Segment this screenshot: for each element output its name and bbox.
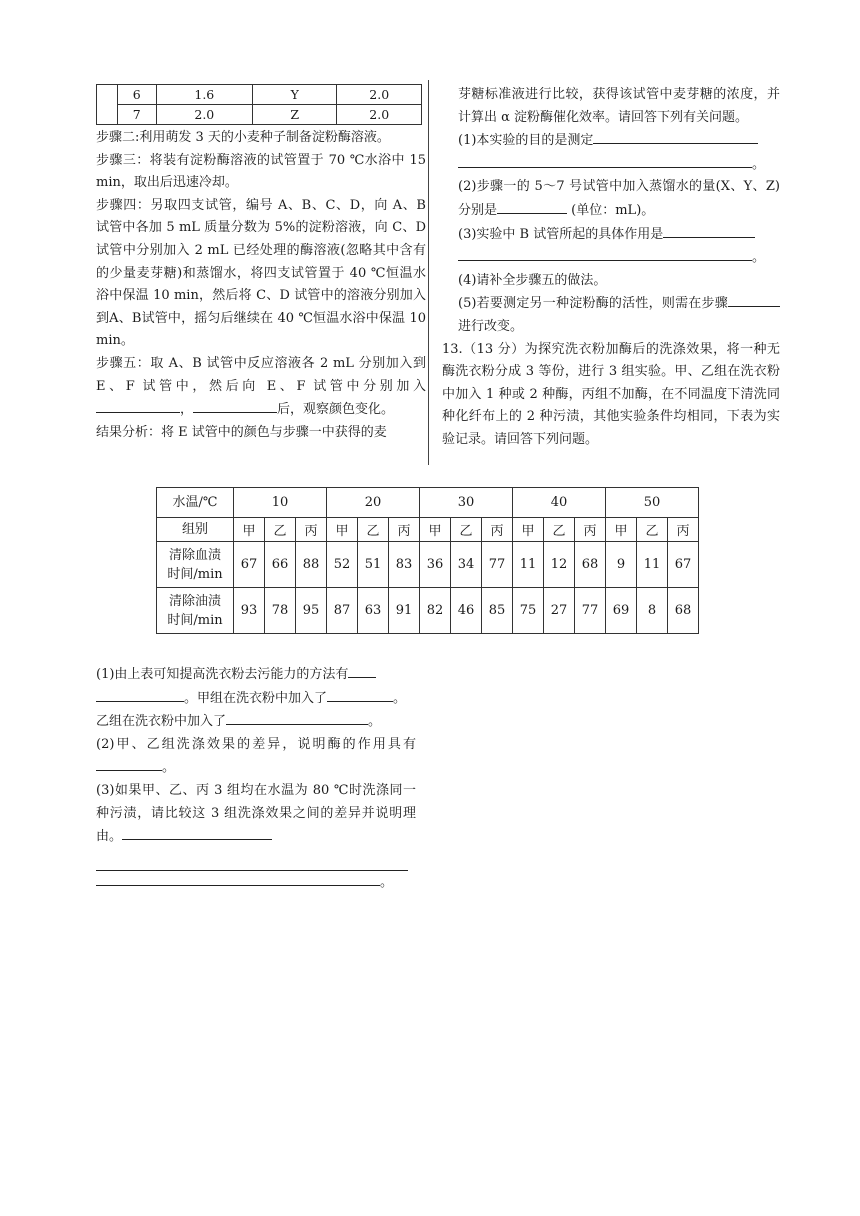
value-cell: 36 — [420, 542, 451, 588]
blood-header — [157, 542, 234, 588]
answer-blank[interactable] — [96, 756, 162, 771]
question-3-end: 。 — [752, 250, 766, 266]
question-1-line — [458, 153, 780, 177]
value-cell: 83 — [389, 542, 420, 588]
value-cell: 63 — [358, 588, 389, 634]
table-row — [97, 105, 422, 125]
group-cell: 丙 — [296, 518, 327, 542]
bq2 — [96, 734, 416, 780]
value-cell: 46 — [451, 588, 482, 634]
bottom-questions — [96, 663, 416, 894]
value-cell: 95 — [296, 588, 327, 634]
answer-blank[interactable] — [96, 687, 184, 702]
group-cell: 丙 — [482, 518, 513, 542]
answer-blank[interactable] — [96, 398, 180, 413]
group-cell: 甲 — [606, 518, 637, 542]
step-four: 步骤四：另取四支试管，编号 A、B、C、D，向 A、B 试管中各加 5 mL 质量分数为 5%的淀粉溶液，向 C、D 试管中分别加入 2 mL 已经处理的酶溶液(忽略其中含有的少量麦芽糖)和蒸馏水，将四支试管置于 40 ℃恒温水浴中保温 10 min，然后将 C、D 试管中的溶液分别加入到A、B试管中，摇匀后继续在 40 ℃恒温水浴中保温 10 min。 — [96, 197, 426, 349]
answer-blank[interactable] — [663, 223, 755, 238]
left-column — [96, 84, 426, 444]
answer-blank[interactable] — [348, 663, 376, 678]
bq1-text-c: 。 — [393, 690, 407, 706]
bq1-text-e: 。 — [368, 714, 382, 730]
group-cell: 甲 — [327, 518, 358, 542]
value-cell: 91 — [389, 588, 420, 634]
question-1-text: (1)本实验的目的是测定 — [458, 133, 594, 149]
question-5-text-end: 进行改变。 — [458, 318, 524, 334]
bq1-text: (1)由上表可知提高洗衣粉去污能力的方法有 — [96, 667, 349, 682]
step-five-text: 步骤五：取 A、B 试管中反应溶液各 2 mL 分别加入到 E、F 试管中，然后向 E、F 试管中分别加入 — [96, 355, 426, 394]
value-cell: 68 — [575, 542, 606, 588]
tube-table — [96, 84, 422, 125]
table-cell: 2.0 — [337, 85, 422, 105]
value-cell: 8 — [637, 588, 668, 634]
question-3-text: (3)实验中 B 试管所起的具体作用是 — [458, 226, 664, 242]
table-cell: Z — [253, 105, 337, 125]
value-cell: 85 — [482, 588, 513, 634]
question-2 — [458, 176, 780, 222]
answer-line[interactable] — [96, 849, 408, 871]
blood-header-line: 时间/min — [167, 566, 223, 582]
answer-blank[interactable] — [327, 687, 393, 702]
value-cell: 51 — [358, 542, 389, 588]
value-cell: 88 — [296, 542, 327, 588]
table-cell — [97, 85, 118, 105]
question-3 — [458, 223, 780, 247]
question-1 — [458, 129, 780, 153]
value-cell: 77 — [575, 588, 606, 634]
group-cell: 丙 — [389, 518, 420, 542]
bq1-line2 — [96, 687, 416, 711]
bq3-text: (3)如果甲、乙、丙 3 组均在水温为 80 ℃时洗涤同一种污渍，请比较这 3 组洗涤效果之间的差异并说明理由。 — [96, 782, 416, 845]
temp-cell: 20 — [327, 488, 420, 518]
value-cell: 11 — [637, 542, 668, 588]
value-cell: 75 — [513, 588, 544, 634]
temp-cell: 30 — [420, 488, 513, 518]
group-cell: 乙 — [265, 518, 296, 542]
answer-blank[interactable] — [226, 710, 368, 725]
bq1 — [96, 663, 416, 687]
group-cell: 甲 — [420, 518, 451, 542]
table-cell: Y — [253, 85, 337, 105]
result-analysis: 结果分析：将 E 试管中的颜色与步骤一中获得的麦 — [96, 424, 387, 440]
bq3 — [96, 780, 416, 849]
group-cell: 乙 — [544, 518, 575, 542]
column-divider — [428, 80, 429, 465]
answer-blank[interactable] — [728, 292, 780, 307]
value-cell: 11 — [513, 542, 544, 588]
value-cell: 9 — [606, 542, 637, 588]
answer-blank[interactable] — [193, 398, 277, 413]
table-cell: 2.0 — [337, 105, 422, 125]
temp-cell: 50 — [606, 488, 699, 518]
table-row — [157, 542, 699, 588]
temp-cell: 40 — [513, 488, 606, 518]
bq1-text-d: 乙组在洗衣粉中加入了 — [96, 714, 227, 730]
question-1-end: 。 — [752, 156, 766, 172]
bq1-text-b: 。甲组在洗衣粉中加入了 — [184, 690, 328, 706]
value-cell: 52 — [327, 542, 358, 588]
question-5-text: (5)若要测定另一种淀粉酶的活性，则需在步骤 — [458, 296, 728, 312]
group-header: 组别 — [157, 518, 234, 542]
step-two: 步骤二:利用萌发 3 天的小麦种子制备淀粉酶溶液。 — [96, 130, 390, 145]
blood-header-line: 清除血渍 — [168, 547, 221, 563]
table-row — [97, 85, 422, 105]
value-cell: 77 — [482, 542, 513, 588]
step-five — [96, 353, 426, 422]
question-5 — [458, 292, 780, 338]
bq2-text: (2)甲、乙组洗涤效果的差异，说明酶的作用具有 — [96, 736, 416, 752]
table-row — [157, 518, 699, 542]
answer-blank[interactable] — [122, 825, 272, 840]
value-cell: 67 — [668, 542, 699, 588]
continuation-text: 芽糖标准液进行比较，获得该试管中麦芽糖的浓度，并计算出 α 淀粉酶催化效率。请回答下列有关问题。 — [458, 87, 780, 125]
step-five-text-end: 后，观察颜色变化。 — [277, 402, 395, 418]
answer-blank[interactable] — [593, 129, 758, 144]
value-cell: 87 — [327, 588, 358, 634]
bq3-last — [96, 871, 416, 895]
answer-blank[interactable] — [497, 199, 567, 214]
value-cell: 12 — [544, 542, 575, 588]
group-cell: 乙 — [451, 518, 482, 542]
table-cell: 2.0 — [156, 105, 252, 125]
group-cell: 乙 — [637, 518, 668, 542]
temp-header: 水温/℃ — [157, 488, 234, 518]
oil-header — [157, 588, 234, 634]
value-cell: 69 — [606, 588, 637, 634]
table-cell: 7 — [117, 105, 156, 125]
value-cell: 27 — [544, 588, 575, 634]
table-row — [157, 488, 699, 518]
value-cell: 68 — [668, 588, 699, 634]
group-cell: 乙 — [358, 518, 389, 542]
bq1-line3 — [96, 710, 416, 734]
step-three: 步骤三：将装有淀粉酶溶液的试管置于 70 ℃水浴中 15 min，取出后迅速冷却。 — [96, 152, 426, 191]
bq3-end: 。 — [380, 874, 394, 890]
question-3-line — [458, 246, 780, 270]
right-column — [442, 84, 780, 452]
wash-results-table-wrap — [156, 487, 699, 634]
bq2-text-b: 。 — [162, 760, 176, 776]
question-4: (4)请补全步骤五的做法。 — [458, 272, 607, 288]
question-2-text: (2)步骤一的 5～7 号试管中加入蒸馏水的量(X、Y、Z)分别是 — [458, 179, 780, 218]
answer-blank[interactable] — [458, 246, 752, 261]
wash-results-table — [156, 487, 699, 634]
table-cell — [97, 105, 118, 125]
question-2-unit: (单位：mL)。 — [571, 202, 655, 218]
group-cell: 丙 — [575, 518, 606, 542]
value-cell: 82 — [420, 588, 451, 634]
value-cell: 66 — [265, 542, 296, 588]
group-cell: 丙 — [668, 518, 699, 542]
group-cell: 甲 — [513, 518, 544, 542]
value-cell: 78 — [265, 588, 296, 634]
question-13: 13.（13 分）为探究洗衣粉加酶后的洗涤效果，将一种无酶洗衣粉分成 3 等份，进行 3 组实验。甲、乙组在洗衣粉中加入 1 种或 2 种酶，丙组不加酶，在不同温度下清洗同种化纤布上的 2 种污渍，其他实验条件均相同，下表为实验记录。请回答下列问题。 — [442, 341, 780, 447]
temp-cell: 10 — [234, 488, 327, 518]
value-cell: 67 — [234, 542, 265, 588]
answer-blank[interactable] — [96, 871, 380, 886]
oil-header-line: 时间/min — [167, 612, 223, 628]
value-cell: 93 — [234, 588, 265, 634]
table-row — [157, 588, 699, 634]
table-cell: 6 — [117, 85, 156, 105]
group-cell: 甲 — [234, 518, 265, 542]
oil-header-line: 清除油渍 — [168, 593, 221, 609]
answer-blank[interactable] — [458, 153, 752, 168]
value-cell: 34 — [451, 542, 482, 588]
step-five-sep: ， — [180, 402, 194, 418]
table-cell: 1.6 — [156, 85, 252, 105]
